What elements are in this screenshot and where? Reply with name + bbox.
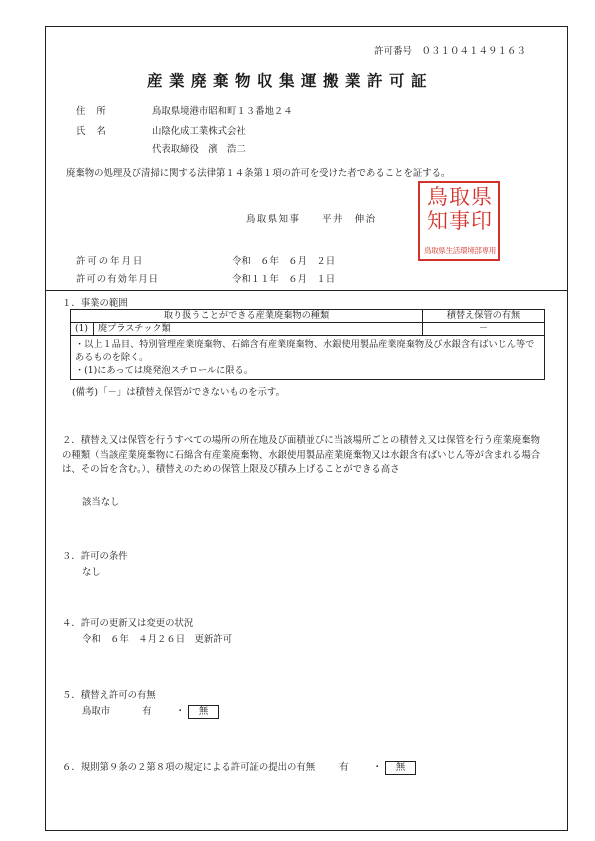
row-number: (1) xyxy=(71,323,94,336)
row-storage: － xyxy=(423,323,545,336)
permit-date-label: 許可の年月日 xyxy=(76,256,145,267)
section4-title: ４．許可の更新又は変更の状況 xyxy=(62,618,194,629)
permit-date-value: 令和 ６年 ６月 ２日 xyxy=(232,256,336,267)
section-divider xyxy=(45,290,568,291)
section2-value: 該当なし xyxy=(82,497,120,508)
section6-dot: ・ xyxy=(372,762,382,773)
section5-title: ５．積替え許可の有無 xyxy=(62,690,156,701)
table-header-row xyxy=(71,310,545,323)
section1-title: １．事業の範囲 xyxy=(62,298,128,309)
header-waste-type: 取り扱うことができる産業廃棄物の種類 xyxy=(71,310,423,323)
table-row xyxy=(71,323,545,336)
permit-number: 許可番号 ０３１０４１４９１６３ xyxy=(374,46,527,57)
certification-text: 廃棄物の処理及び清掃に関する法律第１４条第１項の許可を受けた者であることを証する。 xyxy=(66,168,451,179)
header-storage: 積替え保管の有無 xyxy=(423,310,545,323)
section6-title: ６．規則第９条の２第８項の規定による許可証の提出の有無 xyxy=(62,762,316,773)
section5-city: 鳥取市 xyxy=(82,706,111,717)
document-title: 産業廃棄物収集運搬業許可証 xyxy=(147,71,434,90)
address-label: 住所 xyxy=(76,106,117,117)
table-notes xyxy=(71,336,545,380)
section6-row xyxy=(62,759,416,775)
validity-value: 令和１１年 ６月 １日 xyxy=(232,274,336,285)
note-1: ・以上１品目、特別管理産業廃棄物、石綿含有産業廃棄物、水銀使用製品産業廃棄物及び水銀含有ばいじん等であるものを除く。 xyxy=(75,339,535,363)
address-value: 鳥取県境港市昭和町１３番地２４ xyxy=(152,106,293,117)
representative: 代表取締役 濱 浩二 xyxy=(152,144,246,155)
section5-dot: ・ xyxy=(175,706,185,717)
table-note-row xyxy=(71,336,545,380)
waste-scope-table xyxy=(70,309,545,380)
section3-value: なし xyxy=(82,567,101,578)
section6-yes: 有 xyxy=(339,762,349,773)
row-waste-type: 廃プラスチック類 xyxy=(94,323,423,336)
section5-row xyxy=(82,703,219,719)
section1-remark: (備考)「－」は積替え保管ができないものを示す。 xyxy=(72,387,285,398)
section3-title: ３．許可の条件 xyxy=(62,551,128,562)
validity-label: 許可の有効年月日 xyxy=(76,274,160,285)
company-name: 山陰化成工業株式会社 xyxy=(152,126,246,137)
section6-no-box: 無 xyxy=(385,761,416,775)
governor-name: 鳥取県知事 平井 伸治 xyxy=(246,214,377,225)
section5-no-box: 無 xyxy=(188,705,219,719)
section2-title: ２．積替え又は保管を行うすべての場所の所在地及び面積並びに当該場所ごとの積替え又は保管を行う産業廃棄物の種類（当該産業廃棄物に石綿含有産業廃棄物、水銀使用製品産業廃棄物又は水銀含有ばいじん等が含まれる場合は、その旨を含む。）、積替えのための保管上限及び積み上げることができる高さ xyxy=(62,435,541,475)
name-label: 氏名 xyxy=(76,126,117,137)
section4-value: 令和 ６年 ４月２６日 更新許可 xyxy=(82,634,233,645)
seal-main-text: 鳥取県 知事印 xyxy=(427,185,493,233)
note-2: ・(1)にあっては廃発泡スチロールに限る。 xyxy=(75,365,253,376)
section5-yes: 有 xyxy=(142,706,152,717)
official-seal xyxy=(418,181,500,261)
seal-sub-text: 鳥取県生活環境部専用 xyxy=(424,246,496,255)
